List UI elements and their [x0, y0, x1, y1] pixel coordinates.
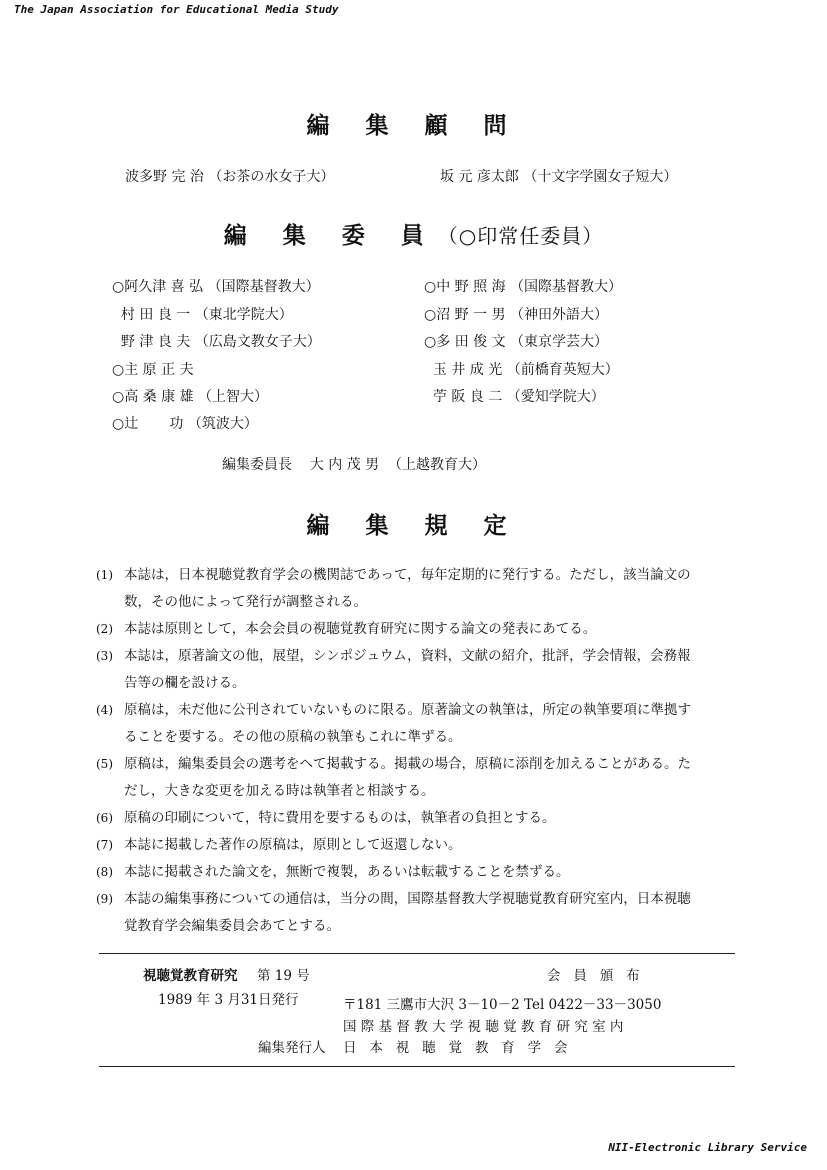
header-text: The Japan Association for Educational Media Study [14, 3, 339, 16]
regulation-number: (2) [96, 622, 113, 636]
regulation-text: 本誌の編集事務についての通信は，当分の間，国際基督教大学視聴覚教育研究室内，日本視聴 [124, 891, 691, 907]
regulation-text: 本誌は，日本視聴覚教育学会の機関誌であって，毎年定期的に発行する。ただし，該当論文の [124, 567, 691, 583]
regulation-text-cont: 告等の欄を設ける。 [124, 675, 246, 691]
regulation-number: (9) [96, 892, 113, 906]
regulation-item [96, 832, 736, 859]
regulation-text: 本誌に掲載された論文を，無断で複製，あるいは転載することを禁ずる。 [124, 864, 570, 880]
member-left-1: ○阿久津 喜 弘 （国際基督教大） [112, 279, 320, 295]
member-left-2: 村 田 良 一 （東北学院大） [112, 307, 293, 323]
committee-chief: 編集委員長 大 内 茂 男 （上越教育大） [222, 457, 487, 473]
advisor-right: 坂 元 彦太郎 （十文字学園女子短大） [440, 169, 678, 185]
regulation-item [96, 616, 736, 643]
colophon-top-rule [99, 953, 735, 954]
colophon-bottom-rule [99, 1066, 735, 1067]
regulation-number: (3) [96, 649, 113, 663]
member-left-5: ○高 桑 康 雄 （上智大） [112, 389, 269, 405]
advisors-title: 編 集 顧 問 [306, 112, 521, 139]
colophon-office: 国 際 基 督 教 大 学 視 聴 覚 教 育 研 究 室 内 [343, 1019, 624, 1035]
member-right-3: ○多 田 俊 文 （東京学芸大） [424, 334, 609, 350]
colophon-journal: 視聴覚教育研究 [143, 968, 238, 984]
regulation-number: (1) [96, 568, 113, 582]
colophon-publisher-label: 編集発行人 [258, 1040, 326, 1056]
colophon-address: 〒181 三鷹市大沢 3－10－2 Tel 0422－33－3050 [343, 997, 662, 1013]
regulation-number: (6) [96, 811, 113, 825]
regulation-item [96, 643, 736, 697]
committee-title-text: 編 集 委 員 [223, 222, 438, 249]
colophon-publisher: 日 本 視 聴 覚 教 育 学 会 [343, 1040, 568, 1056]
member-right-1: ○中 野 照 海 （国際基督教大） [424, 279, 623, 295]
regulation-text: 原稿の印刷について，特に費用を要するものは，執筆者の負担とする。 [124, 810, 556, 826]
committee-title [0, 217, 827, 250]
regulation-item [96, 805, 736, 832]
regulation-text: 本誌は，原著論文の他，展望，シンポジュウム，資料，文献の紹介，批評，学会情報，会務報 [124, 648, 691, 664]
member-left-4: ○主 原 正 夫 [112, 362, 194, 378]
member-right-2: ○沼 野 一 男 （神田外語大） [424, 307, 609, 323]
regulation-text-cont: 数，その他によって発行が調整される。 [124, 594, 367, 610]
regulation-item [96, 859, 736, 886]
regulation-text: 原稿は，未だ他に公刊されていないものに限る。原著論文の執筆は，所定の執筆要項に準拠す [124, 702, 691, 718]
member-left-3: 野 津 良 夫 （広島文教女子大） [112, 334, 321, 350]
regulation-text: 本誌は原則として，本会会員の視聴覚教育研究に関する論文の発表にあてる。 [124, 621, 597, 637]
regulation-number: (8) [96, 865, 113, 879]
member-right-5: 苧 阪 良 二 （愛知学院大） [424, 389, 605, 405]
member-right-4: 玉 井 成 光 （前橋育英短大） [424, 362, 619, 378]
regulation-item [96, 697, 736, 751]
colophon-distribution: 会 員 頒 布 [547, 968, 640, 984]
committee-note: （○印常任委員） [437, 224, 604, 248]
regulation-text: 原稿は，編集委員会の選考をへて掲載する。掲載の場合，原稿に添削を加えることがある。た [124, 756, 691, 772]
regulation-number: (7) [96, 838, 113, 852]
regulation-text-cont: ることを要する。その他の原稿の執筆もこれに準ずる。 [124, 729, 462, 745]
regulation-item [96, 562, 736, 616]
regulation-item [96, 751, 736, 805]
regulation-number: (4) [96, 703, 113, 717]
advisor-left: 波多野 完 治 （お茶の水女子大） [125, 169, 335, 185]
footer-text: NII-Electronic Library Service [608, 1141, 807, 1154]
regulation-text: 本誌に掲載した著作の原稿は，原則として返還しない。 [124, 837, 462, 853]
regulation-text-cont: だし，大きな変更を加える時は執筆者と相談する。 [124, 783, 435, 799]
regulations-title: 編 集 規 定 [306, 512, 521, 539]
regulation-item [96, 886, 736, 940]
regulations-list [96, 562, 736, 940]
colophon-issue: 第 19 号 [257, 968, 310, 984]
regulation-text-cont: 覚教育学会編集委員会あてとする。 [124, 918, 340, 934]
regulation-number: (5) [96, 757, 113, 771]
colophon-date: 1989 年 3 月31日発行 [158, 992, 299, 1008]
member-left-6: ○辻 功 （筑波大） [112, 416, 258, 432]
